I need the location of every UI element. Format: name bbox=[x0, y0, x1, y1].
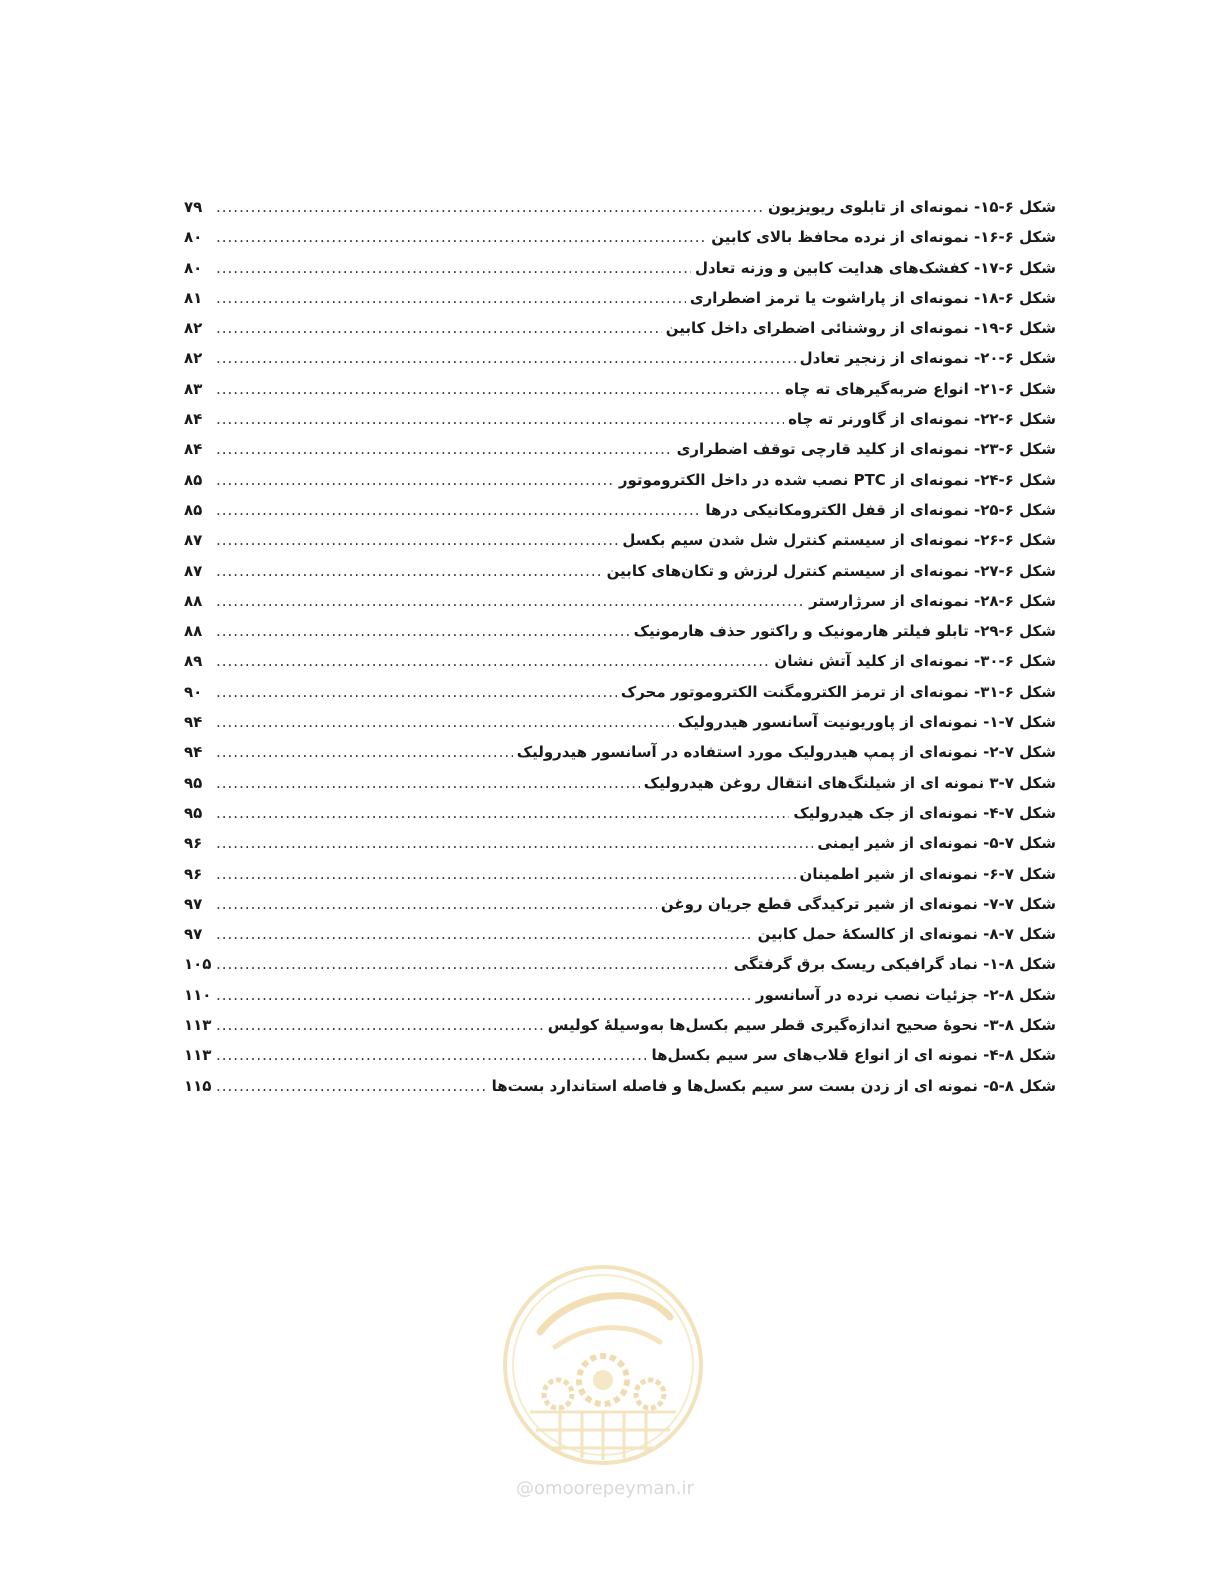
toc-entry-title: شکل ۶-۲۴- نمونه‌ای از PTC نصب شده در داخل الکتروموتور bbox=[618, 470, 1056, 489]
toc-entry-page-number: ۱۱۳ bbox=[184, 1016, 212, 1035]
toc-entry-page-number: ۱۱۳ bbox=[184, 1046, 212, 1065]
toc-entry-title: شکل ۶-۱۸- نمونه‌ای از پاراشوت یا ترمز اضطراری bbox=[689, 288, 1056, 307]
toc-entry[interactable] bbox=[184, 259, 1056, 289]
toc-entry-title: شکل ۶-۳۱- نمونه‌ای از ترمز الکترومگنت الکتروموتور محرک bbox=[620, 682, 1056, 701]
toc-entry-title: شکل ۶-۲۸- نمونه‌ای از سرژارستر bbox=[809, 591, 1056, 610]
toc-entry-page-number: ۱۰۵ bbox=[184, 955, 212, 974]
dot-leader bbox=[216, 743, 513, 761]
toc-entry-title: شکل ۶-۲۱- انواع ضربه‌گیرهای ته چاه bbox=[784, 379, 1056, 398]
toc-entry-title: شکل ۶-۲۵- نمونه‌ای از قفل الکترومکانیکی درها bbox=[705, 500, 1056, 519]
toc-entry[interactable] bbox=[184, 349, 1056, 379]
toc-entry-title: شکل ۶-۲۷- نمونه‌ای از سیستم کنترل لرزش و تکان‌های کابین bbox=[606, 561, 1056, 580]
toc-entry-title: شکل ۶-۲۹- تابلو فیلتر هارمونیک و راکتور حذف هارمونیک bbox=[633, 622, 1056, 641]
toc-entry[interactable] bbox=[184, 652, 1056, 682]
toc-entry[interactable] bbox=[184, 1077, 1056, 1107]
dot-leader bbox=[216, 955, 730, 973]
dot-leader bbox=[216, 986, 752, 1004]
toc-entry[interactable] bbox=[184, 319, 1056, 349]
toc-entry-title: شکل ۶-۲۲- نمونه‌ای از گاورنر ته چاه bbox=[788, 410, 1056, 429]
toc-entry-title: شکل ۶-۲۶- نمونه‌ای از سیستم کنترل شل شدن سیم بکسل bbox=[622, 531, 1056, 550]
toc-entry-page-number: ۱۱۰ bbox=[184, 985, 212, 1004]
dot-leader bbox=[216, 1077, 488, 1095]
dot-leader bbox=[216, 349, 796, 367]
toc-entry-page-number: ۱۱۵ bbox=[184, 1076, 212, 1095]
dot-leader bbox=[216, 562, 603, 580]
toc-entry[interactable] bbox=[184, 925, 1056, 955]
toc-entry-page-number: ۷۹ bbox=[184, 198, 203, 216]
toc-entry-title: شکل ۸-۱- نماد گرافیکی ریسک برق گرفتگی bbox=[733, 955, 1056, 974]
toc-entry-title: شکل ۶-۱۹- نمونه‌ای از روشنائی اضطرای داخل کابین bbox=[665, 319, 1056, 338]
toc-entry-page-number: ۸۲ bbox=[184, 319, 203, 338]
dot-leader bbox=[216, 592, 805, 610]
dot-leader bbox=[216, 834, 813, 852]
watermark-logo-icon bbox=[500, 1262, 706, 1468]
toc-entry-page-number: ۸۵ bbox=[184, 500, 203, 519]
toc-entry-page-number: ۸۸ bbox=[184, 591, 203, 610]
toc-entry[interactable] bbox=[184, 531, 1056, 561]
dot-leader bbox=[216, 652, 770, 670]
toc-entry-page-number: ۸۳ bbox=[184, 379, 203, 398]
toc-entry-page-number: ۹۷ bbox=[184, 894, 203, 913]
toc-entry-title: شکل ۷-۵- نمونه‌ای از شیر ایمنی bbox=[817, 834, 1056, 853]
toc-entry[interactable] bbox=[184, 410, 1056, 440]
toc-entry-title: شکل ۷-۸- نمونه‌ای از کالسکهٔ حمل کابین bbox=[757, 925, 1056, 944]
toc-entry-title: شکل ۸-۴- نمونه ای از انواع قلاب‌های سر سیم بکسل‌ها bbox=[651, 1046, 1056, 1065]
toc-entry-page-number: ۹۴ bbox=[184, 743, 203, 762]
toc-entry-title: شکل ۶-۲۳- نمونه‌ای از کلید قارچی توقف اضطراری bbox=[676, 440, 1056, 459]
toc-entry-title: شکل ۷-۱- نمونه‌ای از پاوریونیت آسانسور هیدرولیک bbox=[677, 713, 1056, 732]
toc-entry[interactable] bbox=[184, 834, 1056, 864]
toc-entry-title: شکل ۶-۲۰- نمونه‌ای از زنجیر تعادل bbox=[799, 349, 1056, 368]
toc-entry-page-number: ۸۸ bbox=[184, 622, 203, 641]
dot-leader bbox=[216, 259, 691, 277]
toc-entry-page-number: ۹۶ bbox=[184, 864, 203, 883]
toc-entry-page-number: ۸۹ bbox=[184, 652, 203, 671]
toc-entry-page-number: ۸۰ bbox=[184, 228, 203, 247]
dot-leader bbox=[216, 683, 617, 701]
toc-entry-title: شکل ۷-۳ نمونه ای از شیلنگ‌های انتقال روغن هیدرولیک bbox=[643, 773, 1056, 792]
toc-entry[interactable] bbox=[184, 774, 1056, 804]
toc-entry[interactable] bbox=[184, 440, 1056, 470]
dot-leader bbox=[216, 713, 674, 731]
toc-entry-title: شکل ۸-۲- جزئیات نصب نرده در آسانسور bbox=[755, 985, 1056, 1004]
toc-entry-page-number: ۸۵ bbox=[184, 470, 203, 489]
toc-entry[interactable] bbox=[184, 895, 1056, 925]
dot-leader bbox=[216, 471, 615, 489]
toc-entry-title: شکل ۷-۴- نمونه‌ای از جک هیدرولیک bbox=[793, 803, 1056, 822]
toc-entry[interactable] bbox=[184, 562, 1056, 592]
toc-entry-title: شکل ۶-۱۷- کفشک‌های هدایت کابین و وزنه تعادل bbox=[694, 258, 1056, 277]
dot-leader bbox=[216, 804, 789, 822]
toc-entry-page-number: ۹۷ bbox=[184, 925, 203, 944]
toc-entry[interactable] bbox=[184, 986, 1056, 1016]
dot-leader bbox=[216, 531, 618, 549]
dot-leader bbox=[216, 1016, 544, 1034]
dot-leader bbox=[216, 380, 781, 398]
toc-entry[interactable] bbox=[184, 289, 1056, 319]
dot-leader bbox=[216, 865, 796, 883]
toc-entry-page-number: ۹۶ bbox=[184, 834, 203, 853]
toc-entry-title: شکل ۶-۱۶- نمونه‌ای از نرده محافظ بالای کابین bbox=[711, 228, 1056, 247]
dot-leader bbox=[216, 319, 662, 337]
toc-entry[interactable] bbox=[184, 622, 1056, 652]
dot-leader bbox=[216, 289, 686, 307]
toc-entry-title: شکل ۷-۲- نمونه‌ای از پمپ هیدرولیک مورد استفاده در آسانسور هیدرولیک bbox=[516, 743, 1056, 762]
toc-entry-title: شکل ۸-۳- نحوهٔ صحیح اندازه‌گیری قطر سیم بکسل‌ها به‌وسیلهٔ کولیس bbox=[547, 1016, 1056, 1035]
watermark-url: @omoorepeyman.ir bbox=[516, 1478, 694, 1499]
toc-entry[interactable] bbox=[184, 683, 1056, 713]
dot-leader bbox=[216, 774, 640, 792]
toc-entry[interactable] bbox=[184, 501, 1056, 531]
toc-entry-page-number: ۹۴ bbox=[184, 713, 203, 732]
toc-entry[interactable] bbox=[184, 471, 1056, 501]
dot-leader bbox=[216, 228, 707, 246]
dot-leader bbox=[216, 895, 657, 913]
toc-entry-page-number: ۸۲ bbox=[184, 349, 203, 368]
toc-entry[interactable] bbox=[184, 380, 1056, 410]
toc-entry-title: شکل ۶-۳۰- نمونه‌ای از کلید آتش نشان bbox=[774, 652, 1056, 671]
dot-leader bbox=[216, 501, 701, 519]
toc-entry[interactable] bbox=[184, 713, 1056, 743]
toc-entry[interactable] bbox=[184, 743, 1056, 773]
table-of-figures bbox=[184, 198, 1056, 1107]
toc-entry-page-number: ۸۰ bbox=[184, 258, 203, 277]
dot-leader bbox=[216, 1046, 647, 1064]
toc-entry[interactable] bbox=[184, 1046, 1056, 1076]
dot-leader bbox=[216, 440, 673, 458]
toc-entry-page-number: ۹۵ bbox=[184, 803, 203, 822]
toc-entry-page-number: ۸۷ bbox=[184, 561, 203, 580]
toc-entry[interactable] bbox=[184, 955, 1056, 985]
dot-leader bbox=[216, 622, 630, 640]
toc-entry-page-number: ۹۰ bbox=[184, 682, 203, 701]
toc-entry[interactable] bbox=[184, 1016, 1056, 1046]
toc-entry[interactable] bbox=[184, 804, 1056, 834]
toc-entry-page-number: ۸۴ bbox=[184, 410, 203, 429]
toc-entry-page-number: ۸۷ bbox=[184, 531, 203, 550]
toc-entry-title: شکل ۸-۵- نمونه ای از زدن بست سر سیم بکسل‌ها و فاصله استاندارد بست‌ها bbox=[491, 1076, 1056, 1095]
toc-entry-page-number: ۸۱ bbox=[184, 288, 203, 307]
toc-entry[interactable] bbox=[184, 865, 1056, 895]
toc-entry[interactable] bbox=[184, 228, 1056, 258]
toc-entry-title: شکل ۷-۶- نمونه‌ای از شیر اطمینان bbox=[799, 864, 1056, 883]
toc-entry-title: شکل ۶-۱۵- نمونه‌ای از تابلوی ریویزیون bbox=[767, 198, 1056, 216]
toc-entry-title: شکل ۷-۷- نمونه‌ای از شیر ترکیدگی قطع جریان روغن bbox=[660, 894, 1056, 913]
toc-entry[interactable] bbox=[184, 592, 1056, 622]
toc-entry-page-number: ۸۴ bbox=[184, 440, 203, 459]
dot-leader bbox=[216, 925, 754, 943]
dot-leader bbox=[216, 198, 764, 216]
dot-leader bbox=[216, 410, 784, 428]
toc-entry[interactable] bbox=[184, 198, 1056, 228]
toc-entry-page-number: ۹۵ bbox=[184, 773, 203, 792]
